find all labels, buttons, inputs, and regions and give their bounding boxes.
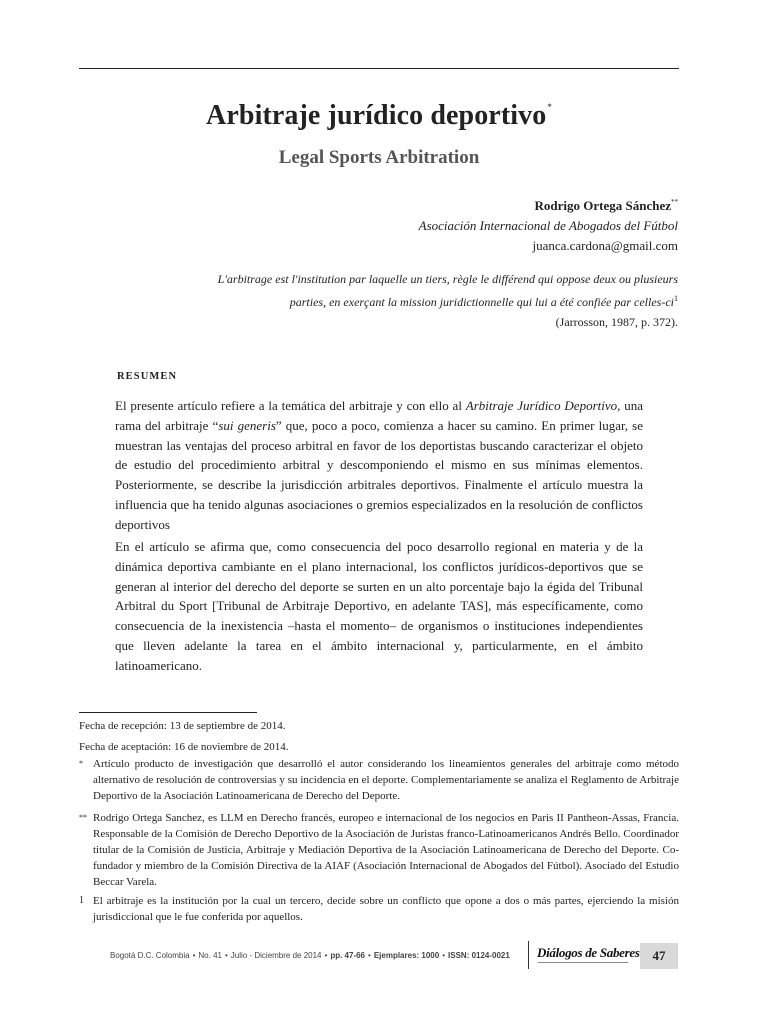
- footer-divider: [528, 941, 529, 969]
- footer-place: Bogotá D.C. Colombia: [110, 951, 190, 960]
- author-email[interactable]: juanca.cardona@gmail.com: [532, 238, 678, 253]
- footnote-1: [79, 756, 679, 804]
- footnote-3: [79, 893, 679, 925]
- epigraph: [158, 269, 678, 332]
- title-footnote-mark[interactable]: *: [547, 102, 552, 112]
- p1-text-b: , una rama del arbitraje “: [115, 398, 643, 433]
- author-block: [419, 192, 678, 256]
- author-footnote-mark[interactable]: **: [671, 198, 678, 206]
- journal-logo: Diálogos de Saberes: [537, 945, 640, 960]
- footer-separator: •: [442, 951, 446, 960]
- author-name-text: Rodrigo Ortega Sánchez: [534, 198, 671, 213]
- page-footer: [110, 951, 510, 960]
- epigraph-citation: (Jarrosson, 1987, p. 372).: [555, 315, 678, 329]
- epigraph-line-2-wrap: [158, 289, 678, 312]
- footer-separator: •: [368, 951, 371, 960]
- footer-copies: Ejemplares: 1000: [373, 951, 440, 960]
- epigraph-line-1: L'arbitrage est l'institution par laquelle un tiers, règle le différend qui oppose deux ou plusieurs: [217, 272, 678, 286]
- footer-issn: ISSN: 0124-0021: [448, 951, 510, 960]
- top-rule: [79, 68, 679, 69]
- footnote-2: [79, 810, 679, 890]
- epigraph-footnote-mark[interactable]: 1: [674, 294, 678, 303]
- footer-period: Julio - Diciembre de 2014: [230, 951, 322, 960]
- epigraph-line-2: parties, en exerçant la mission juridictionnelle qui lui a été confiée par celles-ci: [289, 295, 674, 309]
- article-title-text: Arbitraje jurídico deportivo: [206, 100, 547, 131]
- author-affiliation: Asociación Internacional de Abogados del Fútbol: [418, 218, 678, 233]
- reception-date: Fecha de recepción: 13 de septiembre de 2014.: [79, 720, 286, 732]
- resumen-paragraph-1: [115, 396, 643, 535]
- resumen-paragraph-2: En el artículo se afirma que, como consecuencia del poco desarrollo regional en materia y de la dinámica deportiva cambiante en el plano internacional, los conflictos jurídicos-deportivos que se generan al interior del derecho del deporte se surten en un alto porcentaje bajo la égida del Tribunal Arbitral du Sport [Tribunal de Arbitraje Deportivo, en adelante TAS], más específicamente, como consecuencia de la inexistencia –hasta el momento– de organismos o instituciones independientes que lleven adelante la tarea en el ámbito internacional y, particularmente, en el ámbito latinoamericano.: [115, 539, 643, 673]
- page-number: 47: [640, 943, 678, 969]
- author-name: [419, 192, 678, 216]
- footnote-3-mark: 1: [79, 895, 84, 906]
- footnote-2-mark: **: [79, 813, 87, 822]
- p1-text-a: El presente artículo refiere a la temática del arbitraje y con ello al: [115, 398, 466, 413]
- journal-logo-underline: [538, 962, 628, 963]
- footnote-2-text: Rodrigo Ortega Sanchez, es LLM en Derecho francés, europeo e internacional de los negocios en Paris II Pantheon-Assas, Francia. Responsable de la Comisión de Derecho Deportivo de la Asociación de Juristas franco-Latinoamericanos Andrés Bello. Coordinador titular de la Comisión de Justicia, Arbitraje y Mediación Deportiva de la Asociación Latinoamericana de Derecho del Deporte. Co- fundador y miembro de la Comisión Directiva de la AIAF (Asociación Internacional de Abogados del Fútbol). Asociado del Estudio Beccar Varela.: [93, 812, 679, 888]
- footnote-rule: [79, 712, 257, 713]
- resumen-heading: RESUMEN: [117, 371, 178, 382]
- footer-pages: pp. 47-66: [330, 951, 366, 960]
- p1-italic-2: sui generis: [218, 417, 276, 433]
- footnote-dates: [79, 716, 289, 758]
- p1-text-c: ” que, poco a poco, comienza a hacer su camino. En primer lugar, se muestran las ventajas del proceso arbitral en favor de los deportistas buscando caracterizar el objeto de estudio del procedimiento arbitral y descomponiendo el mismo en sus mínimas elementos. Posteriormente, se describe la jurisdicción arbitrales deportivos. Finalmente el artículo muestra la influencia que ha tenido algunas asociaciones o gremios especializados en la resolución de conflictos deportivos: [115, 417, 644, 532]
- footer-separator: •: [324, 951, 328, 960]
- p1-italic-1: Arbitraje Jurídico Deportivo: [465, 398, 618, 413]
- footer-separator: •: [192, 951, 196, 960]
- article-subtitle: Legal Sports Arbitration: [278, 147, 480, 168]
- footnote-1-text: Artículo producto de investigación que desarrolló el autor considerando los lineamientos generales del arbitraje como método alternativo de resolución de controversias y su incidencia en el deporte. Complementariamente se analiza el Reglamento de Arbitraje Deportivo de la Asociación Latinoamericana de Derecho del Deporte.: [93, 758, 679, 802]
- footnote-1-mark: *: [79, 759, 83, 768]
- footer-issue: No. 41: [198, 951, 222, 960]
- footnote-3-text: El arbitraje es la institución por la cual un tercero, decide sobre un conflicto que opone a dos o más partes, ejerciendo la misión jurisdiccional que le fue conferida por aquellos.: [93, 895, 679, 923]
- footer-separator: •: [224, 951, 228, 960]
- acceptance-date: Fecha de aceptación: 16 de noviembre de 2014.: [79, 741, 289, 753]
- article-title: [79, 100, 679, 132]
